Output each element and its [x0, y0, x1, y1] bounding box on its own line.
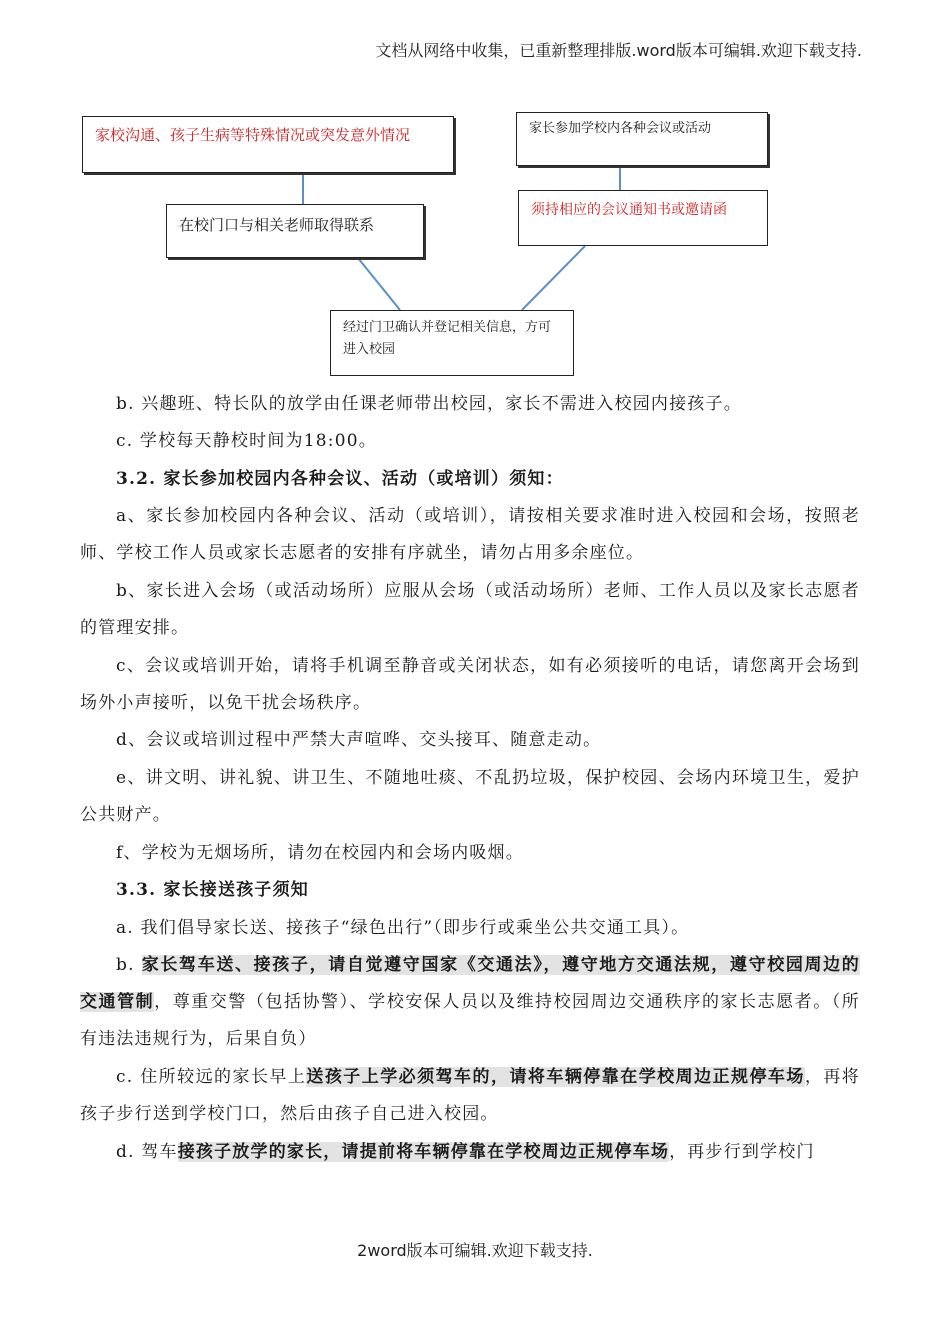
- para-3-2-d: d、会议或培训过程中严禁大声喧哗、交头接耳、随意走动。: [116, 730, 602, 750]
- para-3-2-a: a、家长参加校园内各种会议、活动（或培训），请按相关要求准时进入校园和会场，按照老师、学校工作人员或家长志愿者的安排有序就坐，请勿占用多余座位。: [80, 506, 860, 563]
- para-3-2-f: f、学校为无烟场所，请勿在校园内和会场内吸烟。: [116, 843, 524, 863]
- flowchart-box-notice: 须持相应的会议通知书或邀请函: [518, 190, 768, 246]
- flowchart-box-contact: 在校门口与相关老师取得联系: [166, 204, 424, 258]
- flowchart-box-emergency: 家校沟通、孩子生病等特殊情况或突发意外情况: [82, 116, 454, 173]
- para-3-2-e: e、讲文明、讲礼貌、讲卫生、不随地吐痰、不乱扔垃圾，保护校园、会场内环境卫生，爱护公共财产。: [80, 768, 860, 825]
- para-3-3-c: c. 住所较远的家长早上送孩子上学必须驾车的，请将车辆停靠在学校周边正规停车场，再将孩子步行送到学校门口，然后由孩子自己进入校园。: [80, 1067, 860, 1124]
- para-3-3-b: b. 家长驾车送、接孩子，请自觉遵守国家《交通法》，遵守地方交通法规，遵守校园周边的交通管制，尊重交警（包括协警）、学校安保人员以及维持校园周边交通秩序的家长志愿者。（所有违法违规行为，后果自负）: [80, 955, 860, 1049]
- para-b: b. 兴趣班、特长队的放学由任课老师带出校园，家长不需进入校园内接孩子。: [116, 394, 742, 414]
- page-header: 文档从网络中收集，已重新整理排版.word版本可编辑.欢迎下载支持.: [375, 41, 862, 60]
- para-3-3-a: a. 我们倡导家长送、接孩子“绿色出行”（即步行或乘坐公共交通工具）。: [116, 918, 690, 938]
- para-c: c. 学校每天静校时间为18:00。: [116, 431, 377, 451]
- highlight-text: 家长驾车送、接孩子，请自觉遵守国家《交通法》，遵守地方交通法规，遵守校园周边的交通管制: [80, 955, 860, 1012]
- connector-line: [358, 258, 400, 310]
- para-3-2-b: b、家长进入会场（或活动场所）应服从会场（或活动场所）老师、工作人员以及家长志愿者的管理安排。: [80, 581, 860, 638]
- page-footer: 2word版本可编辑.欢迎下载支持.: [357, 1241, 593, 1260]
- section-heading-3-3: 3.3. 家长接送孩子须知: [116, 880, 310, 900]
- connector-line: [522, 246, 585, 310]
- para-3-2-c: c、会议或培训开始，请将手机调至静音或关闭状态，如有必须接听的电话，请您离开会场到场外小声接听，以免干扰会场秩序。: [80, 656, 860, 713]
- section-heading-3-2: 3.2. 家长参加校园内各种会议、活动（或培训）须知：: [116, 469, 564, 489]
- highlight-text: 接孩子放学的家长，请提前将车辆停靠在学校周边正规停车场: [177, 1142, 670, 1162]
- flowchart-box-meeting: 家长参加学校内各种会议或活动: [516, 112, 768, 166]
- flowchart-box-confirm: 经过门卫确认并登记相关信息，方可进入校园: [330, 310, 574, 376]
- para-3-3-d: d. 驾车接孩子放学的家长，请提前将车辆停靠在学校周边正规停车场，再步行到学校门: [116, 1142, 815, 1162]
- highlight-text: 送孩子上学必须驾车的，请将车辆停靠在学校周边正规停车场: [306, 1067, 805, 1087]
